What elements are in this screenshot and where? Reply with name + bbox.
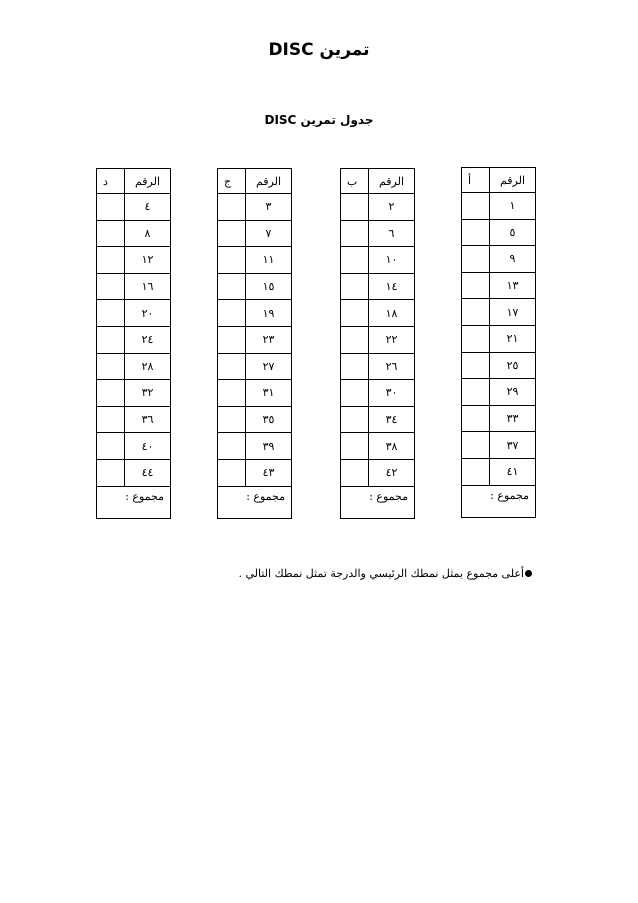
answer-cell[interactable] [462, 379, 490, 406]
answer-cell[interactable] [462, 432, 490, 459]
table-row [462, 432, 536, 459]
table-row [97, 273, 171, 300]
header-number-label: الرقم [369, 169, 415, 194]
answer-cell[interactable] [97, 300, 125, 327]
answer-cell[interactable] [462, 458, 490, 485]
table-row [218, 326, 292, 353]
answer-cell[interactable] [218, 353, 246, 380]
table-row [341, 300, 415, 327]
table-row [341, 247, 415, 274]
table-row [462, 246, 536, 273]
table-row [97, 459, 171, 486]
question-number: ٢٧ [246, 353, 292, 380]
question-number: ٣٣ [490, 405, 536, 432]
table-body [218, 169, 292, 519]
disc-table-a [461, 167, 536, 518]
question-number: ٢ [369, 194, 415, 221]
question-number: ١ [490, 193, 536, 220]
question-number: ٢٥ [490, 352, 536, 379]
question-number: ٨ [125, 220, 171, 247]
table-row [462, 379, 536, 406]
answer-cell[interactable] [218, 247, 246, 274]
question-number: ١٧ [490, 299, 536, 326]
answer-cell[interactable] [462, 352, 490, 379]
question-number: ٩ [490, 246, 536, 273]
question-number: ٣٩ [246, 433, 292, 460]
answer-cell[interactable] [462, 325, 490, 352]
answer-cell[interactable] [97, 247, 125, 274]
table-row [97, 406, 171, 433]
table-row [462, 299, 536, 326]
table-row [97, 353, 171, 380]
question-number: ١٣ [490, 272, 536, 299]
table-row [218, 247, 292, 274]
header-row [97, 169, 171, 194]
header-row [218, 169, 292, 194]
answer-cell[interactable] [462, 299, 490, 326]
answer-cell[interactable] [341, 194, 369, 221]
table-row [218, 300, 292, 327]
question-number: ٣٨ [369, 433, 415, 460]
bullet-icon [525, 570, 532, 577]
answer-cell[interactable] [341, 300, 369, 327]
table-row [341, 380, 415, 407]
question-number: ٢٠ [125, 300, 171, 327]
header-row [341, 169, 415, 194]
table-row [97, 326, 171, 353]
table-row [462, 219, 536, 246]
question-number: ٣ [246, 194, 292, 221]
answer-cell[interactable] [97, 194, 125, 221]
header-number-label: الرقم [490, 168, 536, 193]
answer-cell[interactable] [341, 247, 369, 274]
answer-cell[interactable] [341, 353, 369, 380]
table-row [341, 406, 415, 433]
question-number: ١١ [246, 247, 292, 274]
table-row [97, 433, 171, 460]
table-row [462, 352, 536, 379]
style-letter: د [97, 169, 125, 194]
question-number: ٢٩ [490, 379, 536, 406]
table-row [218, 433, 292, 460]
answer-cell[interactable] [341, 406, 369, 433]
answer-cell[interactable] [97, 459, 125, 486]
header-number-label: الرقم [246, 169, 292, 194]
answer-cell[interactable] [97, 433, 125, 460]
table-row [218, 459, 292, 486]
table-body [97, 169, 171, 519]
question-number: ١٠ [369, 247, 415, 274]
answer-cell[interactable] [97, 220, 125, 247]
table-body [341, 169, 415, 519]
answer-cell[interactable] [218, 300, 246, 327]
question-number: ٤٣ [246, 459, 292, 486]
table-caption: جدول تمرين DISC [264, 113, 374, 127]
question-number: ٢٨ [125, 353, 171, 380]
table-row [218, 380, 292, 407]
answer-cell[interactable] [462, 246, 490, 273]
table-row [462, 193, 536, 220]
total-row [341, 486, 415, 518]
answer-cell[interactable] [218, 433, 246, 460]
table-row [97, 380, 171, 407]
disc-table-b [340, 168, 415, 519]
question-number: ٣٠ [369, 380, 415, 407]
answer-cell[interactable] [218, 194, 246, 221]
table-row [341, 273, 415, 300]
style-letter: أ [462, 168, 490, 193]
question-number: ٢١ [490, 325, 536, 352]
answer-cell[interactable] [218, 380, 246, 407]
question-number: ٢٢ [369, 326, 415, 353]
answer-cell[interactable] [341, 273, 369, 300]
question-number: ٣١ [246, 380, 292, 407]
question-number: ٤٤ [125, 459, 171, 486]
style-letter: ج [218, 169, 246, 194]
total-row [462, 485, 536, 517]
disc-table-c [217, 168, 292, 519]
table-row [218, 353, 292, 380]
total-row [97, 486, 171, 518]
question-number: ٦ [369, 220, 415, 247]
table-row [462, 325, 536, 352]
table-row [97, 220, 171, 247]
answer-cell[interactable] [462, 219, 490, 246]
answer-cell[interactable] [97, 273, 125, 300]
total-label[interactable]: مجموع : [341, 486, 415, 518]
table-row [341, 353, 415, 380]
question-number: ١٢ [125, 247, 171, 274]
question-number: ٤١ [490, 458, 536, 485]
table-row [341, 459, 415, 486]
answer-cell[interactable] [97, 406, 125, 433]
answer-cell[interactable] [218, 406, 246, 433]
table-body [462, 168, 536, 518]
question-number: ٤٢ [369, 459, 415, 486]
answer-cell[interactable] [341, 459, 369, 486]
answer-cell[interactable] [462, 272, 490, 299]
answer-cell[interactable] [218, 459, 246, 486]
table-row [462, 405, 536, 432]
answer-cell[interactable] [97, 326, 125, 353]
table-row [97, 194, 171, 221]
table-row [218, 273, 292, 300]
disc-table-d [96, 168, 171, 519]
table-row [218, 220, 292, 247]
question-number: ١٨ [369, 300, 415, 327]
total-label[interactable]: مجموع : [462, 485, 536, 517]
answer-cell[interactable] [218, 273, 246, 300]
style-letter: ب [341, 169, 369, 194]
answer-cell[interactable] [97, 353, 125, 380]
question-number: ٣٥ [246, 406, 292, 433]
question-number: ٧ [246, 220, 292, 247]
answer-cell[interactable] [341, 326, 369, 353]
question-number: ٣٢ [125, 380, 171, 407]
table-row [218, 194, 292, 221]
question-number: ٢٦ [369, 353, 415, 380]
answer-cell[interactable] [462, 405, 490, 432]
question-number: ٤٠ [125, 433, 171, 460]
answer-cell[interactable] [218, 326, 246, 353]
table-row [97, 247, 171, 274]
question-number: ١٩ [246, 300, 292, 327]
table-row [97, 300, 171, 327]
table-row [341, 433, 415, 460]
total-row [218, 486, 292, 518]
question-number: ٢٤ [125, 326, 171, 353]
header-number-label: الرقم [125, 169, 171, 194]
total-label[interactable]: مجموع : [218, 486, 292, 518]
question-number: ٣٧ [490, 432, 536, 459]
answer-cell[interactable] [218, 220, 246, 247]
total-label[interactable]: مجموع : [97, 486, 171, 518]
answer-cell[interactable] [341, 220, 369, 247]
answer-cell[interactable] [341, 380, 369, 407]
question-number: ١٤ [369, 273, 415, 300]
answer-cell[interactable] [97, 380, 125, 407]
table-row [462, 272, 536, 299]
question-number: ١٥ [246, 273, 292, 300]
instruction-note: أعلى مجموع يمثل نمطك الرئيسي والدرجة تمثل نمطك التالي . [238, 567, 524, 580]
question-number: ٣٦ [125, 406, 171, 433]
answer-cell[interactable] [341, 433, 369, 460]
table-row [462, 458, 536, 485]
question-number: ٢٣ [246, 326, 292, 353]
table-row [341, 220, 415, 247]
table-row [218, 406, 292, 433]
question-number: ١٦ [125, 273, 171, 300]
question-number: ٣٤ [369, 406, 415, 433]
answer-cell[interactable] [462, 193, 490, 220]
page-title: تمرين DISC [268, 40, 370, 60]
question-number: ٥ [490, 219, 536, 246]
table-row [341, 194, 415, 221]
table-row [341, 326, 415, 353]
question-number: ٤ [125, 194, 171, 221]
header-row [462, 168, 536, 193]
